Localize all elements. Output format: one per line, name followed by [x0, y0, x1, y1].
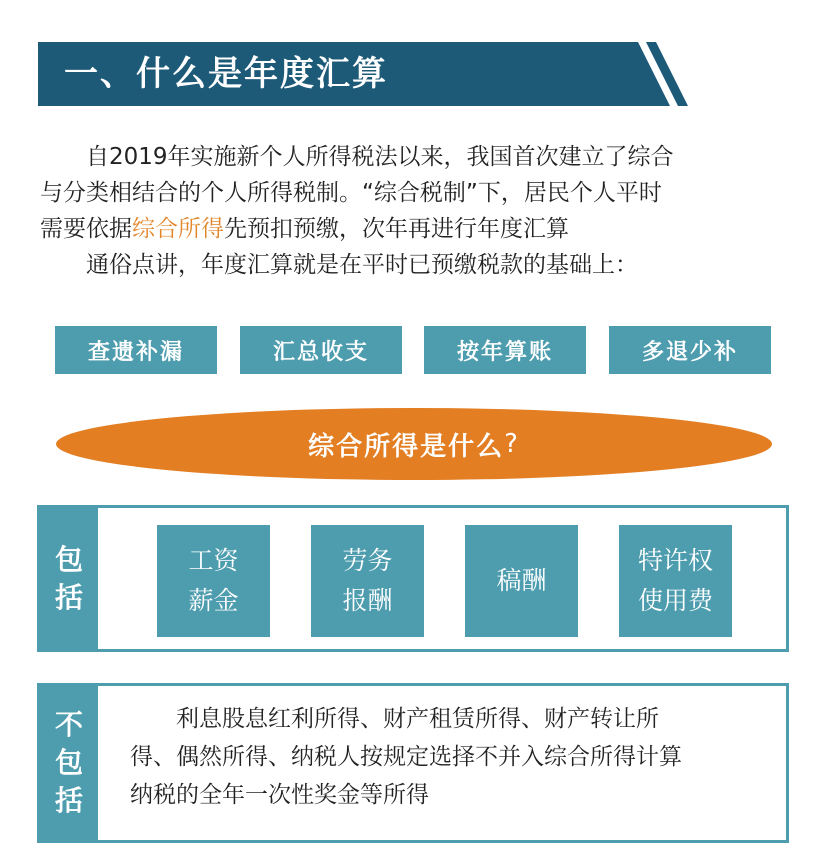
- intro-line-3-pre: 需要依据: [40, 216, 132, 242]
- intro-line-2: 与分类相结合的个人所得税制。“综合税制”下，居民个人平时: [40, 180, 662, 206]
- includes-label-char-1: 包: [54, 542, 83, 576]
- section-title: 一、什么是年度汇算: [64, 54, 388, 94]
- excludes-label: [40, 686, 98, 840]
- card-line-2: 使用费: [637, 586, 713, 615]
- card-line-1: 特许权: [637, 546, 713, 575]
- highlight-comprehensive-income: 综合所得: [132, 216, 224, 242]
- includes-label-char-2: 括: [54, 580, 83, 614]
- intro-line-4: 通俗点讲，年度汇算就是在平时已预缴税款的基础上：: [40, 252, 638, 278]
- card-labor: [311, 525, 424, 637]
- card-line-1: 稿酬: [496, 566, 547, 595]
- tag-annual-account: 按年算账: [424, 326, 586, 374]
- card-royalties: [619, 525, 732, 637]
- includes-box: [37, 505, 789, 652]
- question-mark: ?: [504, 429, 520, 459]
- excludes-line-2: 得、偶然所得、纳税人按规定选择不并入综合所得计算: [130, 744, 682, 770]
- card-line-2: 报酬: [342, 586, 393, 615]
- question-ellipse: [56, 408, 772, 480]
- intro-line-3-post: 先预扣预缴，次年再进行年度汇算: [224, 216, 569, 242]
- card-line-2: 薪金: [188, 586, 239, 615]
- excludes-label-char-2: 包: [54, 746, 83, 779]
- tag-fill-gaps: 查遗补漏: [55, 326, 217, 374]
- excludes-label-char-1: 不: [54, 708, 83, 741]
- excludes-line-3: 纳税的全年一次性奖金等所得: [130, 782, 429, 808]
- tag-refund-or-pay: 多退少补: [609, 326, 771, 374]
- card-wages: [157, 525, 270, 637]
- intro-line-3: [40, 211, 792, 247]
- section-banner: [38, 42, 690, 106]
- excludes-line-1: 利息股息红利所得、财产租赁所得、财产转让所: [130, 706, 659, 732]
- card-royalties-authorship: [465, 525, 578, 637]
- card-line-1: 劳务: [342, 546, 393, 575]
- tag-summarize: 汇总收支: [240, 326, 402, 374]
- excludes-text: [130, 700, 770, 814]
- excludes-box: [37, 683, 789, 843]
- question-title: [56, 408, 772, 480]
- question-text: 综合所得是什么: [308, 431, 505, 462]
- intro-line-1: 自2019年实施新个人所得税法以来，我国首次建立了综合: [40, 144, 674, 170]
- card-line-1: 工资: [188, 546, 239, 575]
- excludes-label-char-3: 括: [54, 784, 83, 817]
- includes-label: [40, 508, 98, 649]
